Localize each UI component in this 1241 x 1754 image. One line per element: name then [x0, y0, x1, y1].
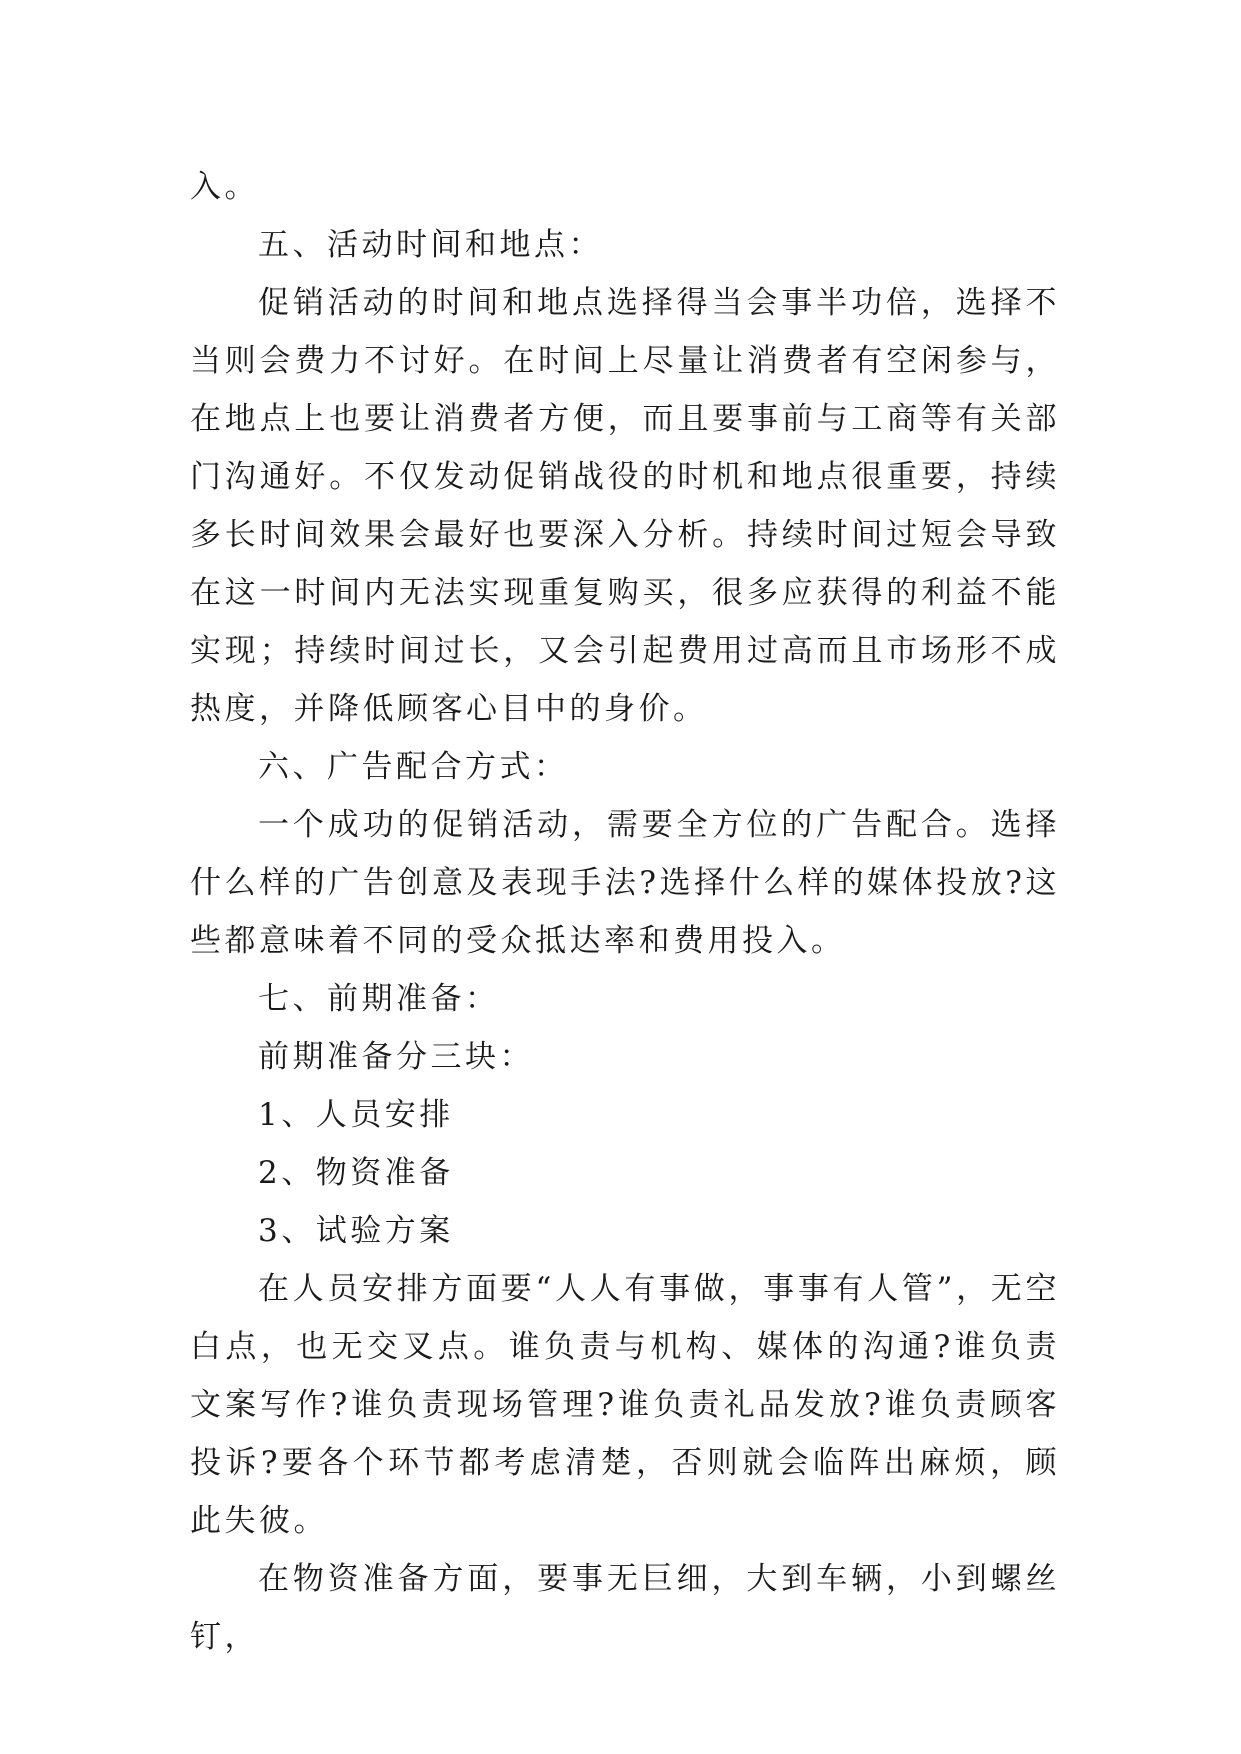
section-heading-advertising: 六、广告配合方式： — [258, 749, 569, 785]
paragraph-continuation: 入。 — [190, 169, 259, 205]
list-item-materials: 2、物资准备 — [258, 1155, 454, 1191]
section-heading-time-place: 五、活动时间和地点： — [258, 227, 603, 263]
paragraph-materials: 在物资准备方面，要事无巨细，大到车辆，小到螺丝钉， — [190, 1561, 1060, 1655]
paragraph-time-place: 促销活动的时间和地点选择得当会事半功倍，选择不当则会费力不讨好。在时间上尽量让消费者有空闲参与，在地点上也要让消费者方便，而且要事前与工商等有关部门沟通好。不仅发动促销战役的时机和地点很重要，持续多长时间效果会最好也要深入分析。持续时间过短会导致在这一时间内无法实现重复购买，很多应获得的利益不能实现；持续时间过长，又会引起费用过高而且市场形不成热度，并降低顾客心目中的身价。 — [190, 285, 1060, 727]
body-text — [190, 158, 1060, 1666]
list-item-trial-plan: 3、试验方案 — [258, 1213, 454, 1249]
paragraph-preparation-intro: 前期准备分三块： — [258, 1039, 534, 1075]
paragraph-staffing: 在人员安排方面要“人人有事做，事事有人管”，无空白点，也无交叉点。谁负责与机构、媒体的沟通?谁负责文案写作?谁负责现场管理?谁负责礼品发放?谁负责顾客投诉?要各个环节都考虑清楚，否则就会临阵出麻烦，顾此失彼。 — [190, 1271, 1060, 1539]
list-item-staffing: 1、人员安排 — [258, 1097, 454, 1133]
paragraph-advertising: 一个成功的促销活动，需要全方位的广告配合。选择什么样的广告创意及表现手法?选择什么样的媒体投放?这些都意味着不同的受众抵达率和费用投入。 — [190, 807, 1060, 959]
section-heading-preparation: 七、前期准备： — [258, 981, 500, 1017]
